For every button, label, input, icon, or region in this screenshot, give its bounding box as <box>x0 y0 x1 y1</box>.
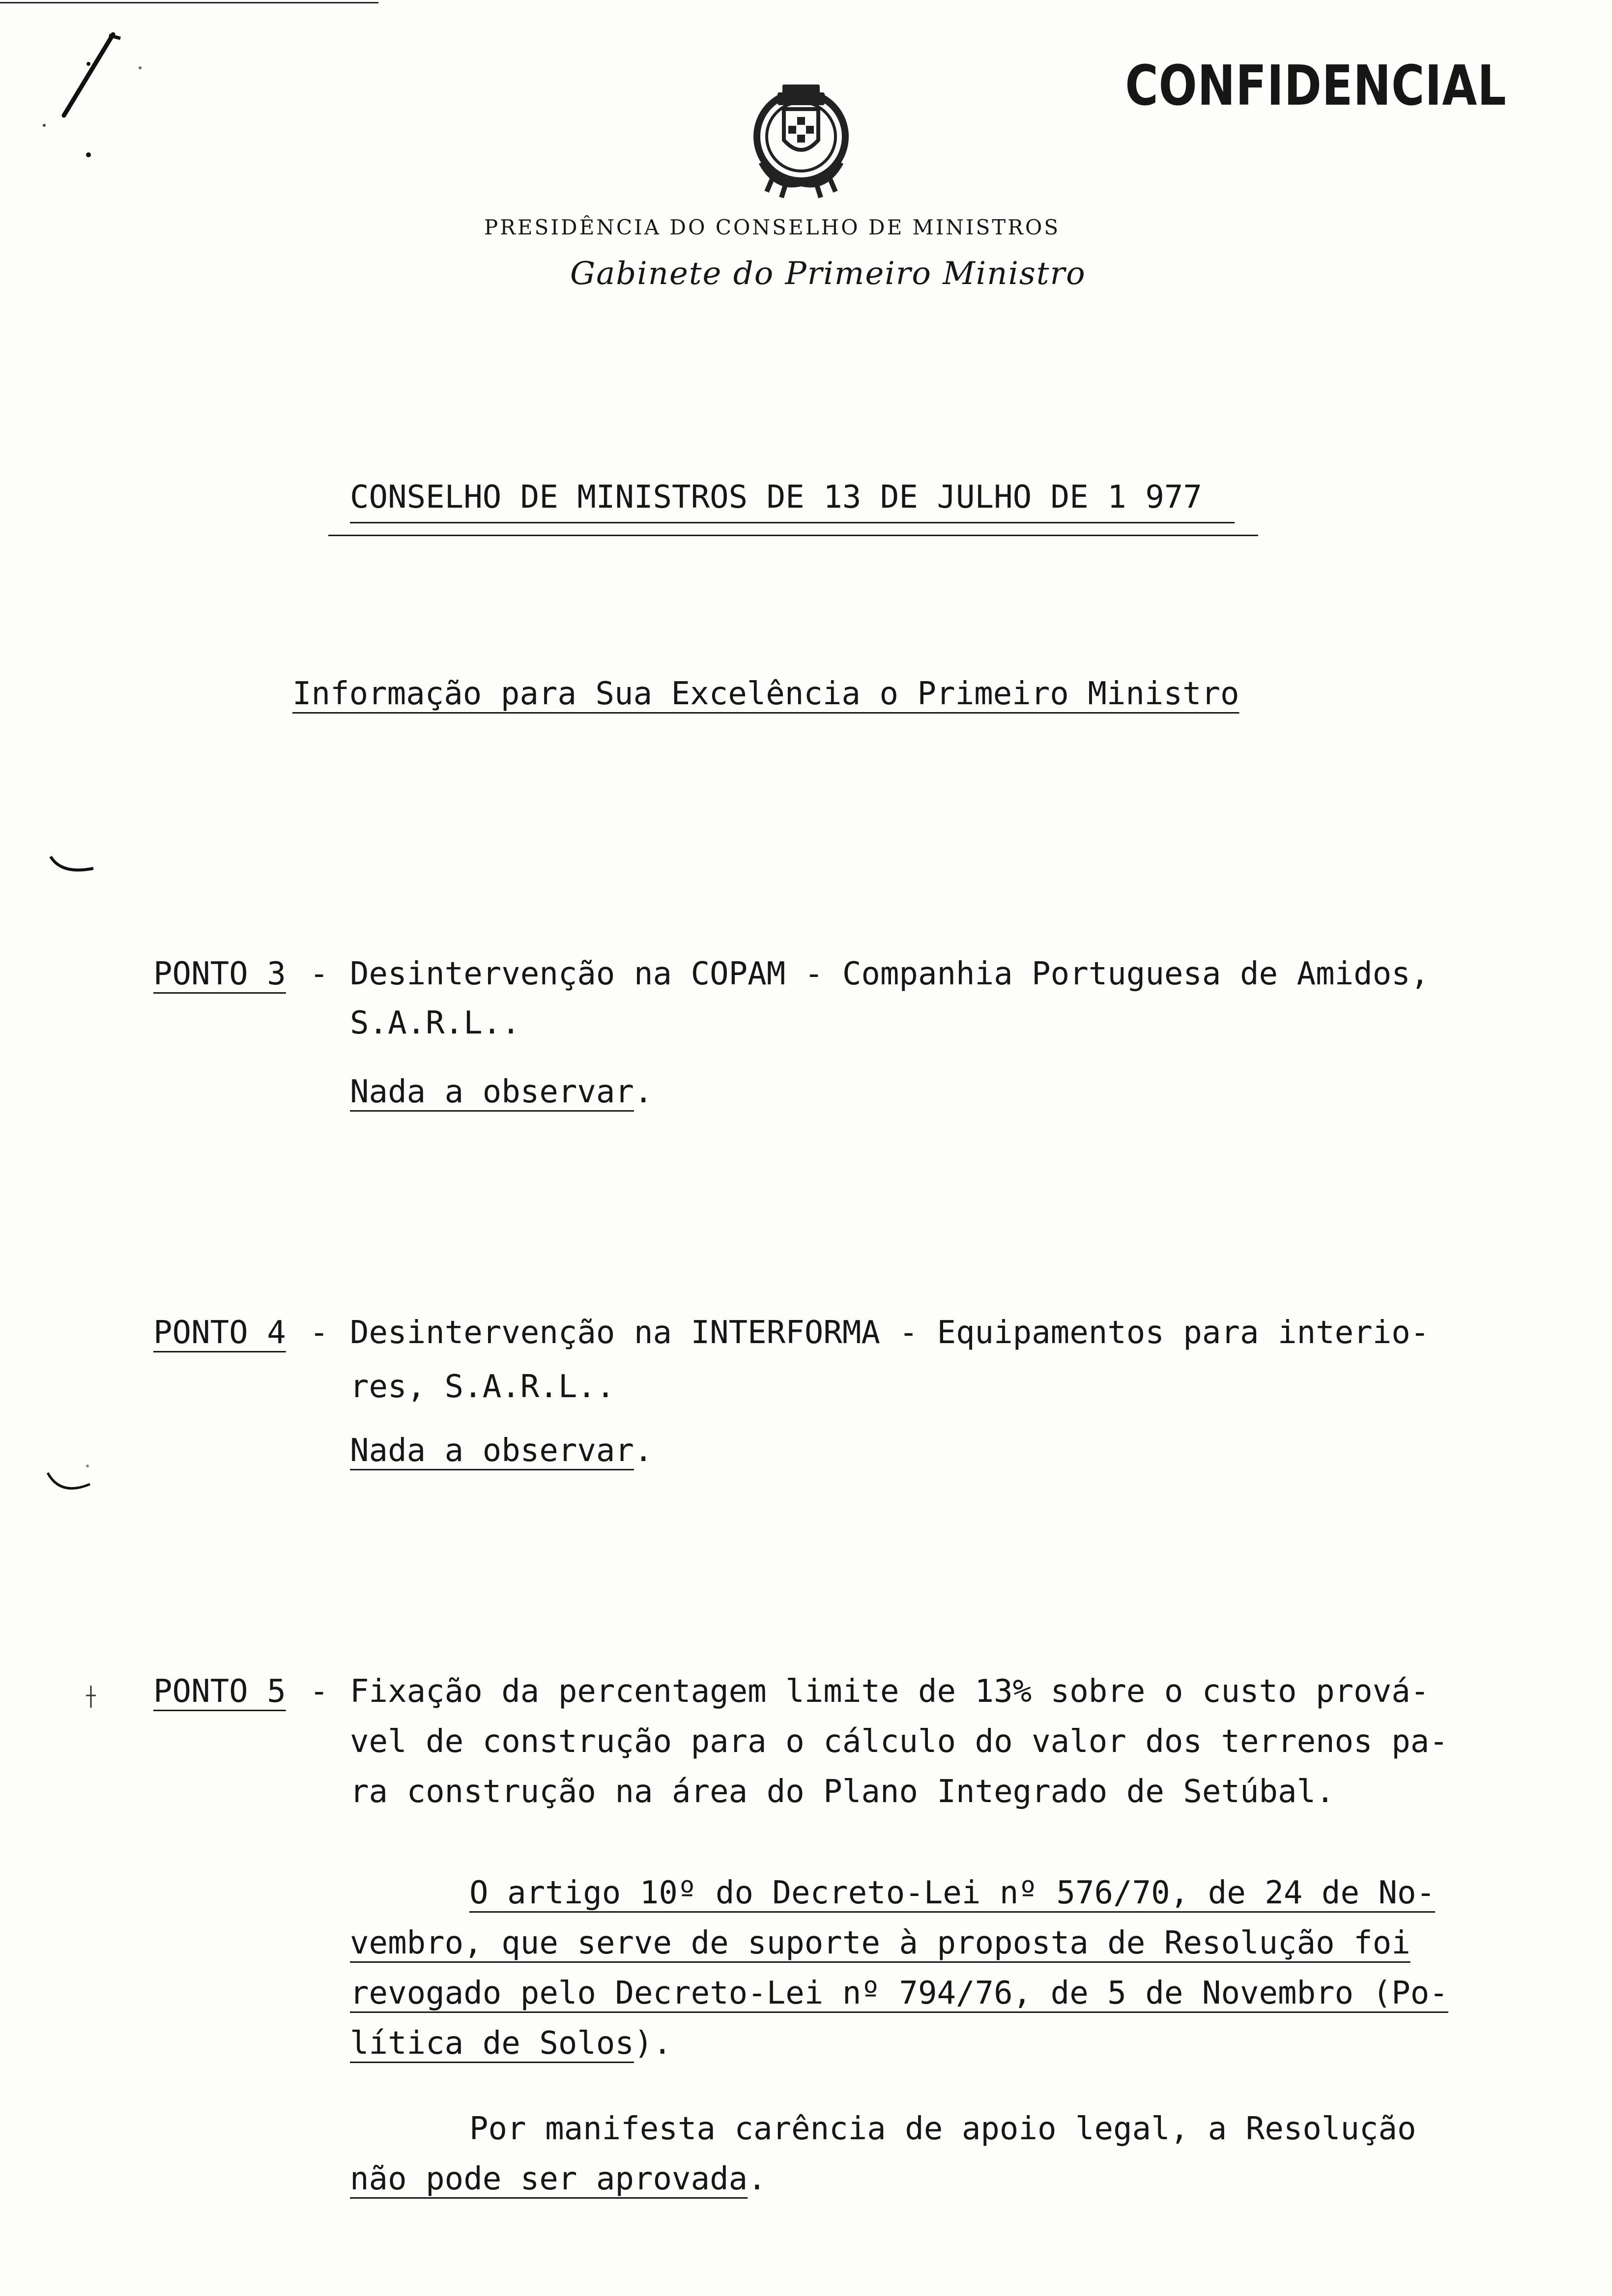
point-text-line: S.A.R.L.. <box>350 1005 520 1041</box>
point-note: Nada a observar. <box>350 1433 653 1469</box>
note-text: Nada a observar <box>350 1433 634 1469</box>
point-text-line: res, S.A.R.L.. <box>350 1369 615 1405</box>
margin-mark-icon <box>42 1462 96 1501</box>
paragraph-line: Por manifesta carência de apoio legal, a Resolução <box>469 2111 1416 2147</box>
point-dash: - <box>310 1673 329 1710</box>
point-text-line: ra construção na área do Plano Integrado de Setúbal. <box>350 1774 1335 1810</box>
paragraph-line: revogado pelo Decreto-Lei nº 794/76, de 5 de Novembro (Po- <box>350 1975 1448 2011</box>
point-dash: - <box>310 956 329 992</box>
coat-of-arms-icon <box>737 79 865 201</box>
classification-stamp: CONFIDENCIAL <box>1124 54 1506 118</box>
paragraph-underlined: lítica de Solos <box>350 2025 634 2062</box>
meeting-title-rule <box>328 535 1258 536</box>
meeting-title: CONSELHO DE MINISTROS DE 13 DE JULHO DE 1 977 <box>350 479 1202 516</box>
note-text: Nada a observar <box>350 1074 634 1110</box>
office-subtitle: Gabinete do Primeiro Ministro <box>570 256 1086 292</box>
point-text-line: Desintervenção na COPAM - Companhia Portuguesa de Amidos, <box>350 956 1430 992</box>
paragraph-line: não pode ser aprovada. <box>350 2161 767 2197</box>
point-text-line: Desintervenção na INTERFORMA - Equipamentos para interio- <box>350 1315 1430 1351</box>
top-edge-line <box>0 2 378 3</box>
point-note: Nada a observar. <box>350 1074 653 1110</box>
meeting-title-underline <box>350 522 1235 523</box>
point-label: PONTO 3 <box>153 956 286 992</box>
margin-mark-icon <box>47 853 101 882</box>
info-title: Informação para Sua Excelência o Primeiro Ministro <box>292 676 1239 712</box>
point-dash: - <box>310 1315 329 1351</box>
handwritten-mark-icon <box>20 25 167 172</box>
point-text-line: Fixação da percentagem limite de 13% sobre o custo prová- <box>350 1673 1430 1710</box>
margin-mark-icon <box>81 1683 101 1713</box>
office-heading: PRESIDÊNCIA DO CONSELHO DE MINISTROS <box>484 215 1061 239</box>
paragraph-line: lítica de Solos). <box>350 2025 672 2062</box>
point-text-line: vel de construção para o cálculo do valor dos terrenos pa- <box>350 1723 1448 1760</box>
point-label: PONTO 5 <box>153 1673 286 1710</box>
point-label: PONTO 4 <box>153 1315 286 1351</box>
paragraph-line: vembro, que serve de suporte à proposta de Resolução foi <box>350 1925 1410 1961</box>
paragraph-line: O artigo 10º do Decreto-Lei nº 576/70, de 24 de No- <box>469 1875 1436 1911</box>
paragraph-underlined: não pode ser aprovada <box>350 2161 748 2197</box>
